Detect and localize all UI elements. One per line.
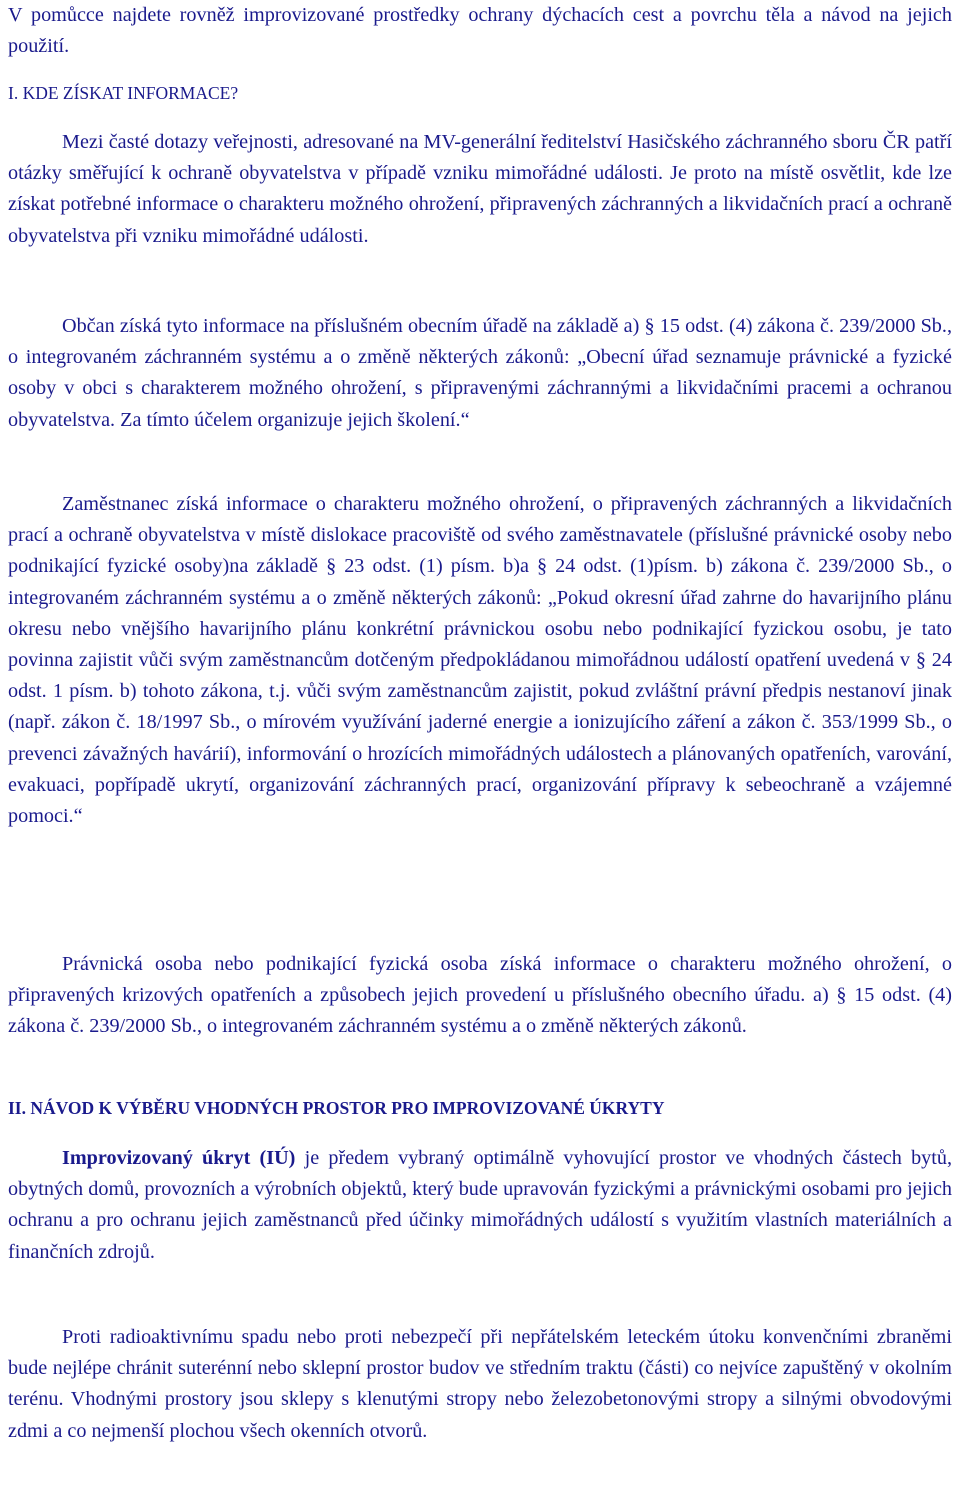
paragraph-improvised-shelter [8, 1143, 952, 1268]
intro-paragraph: V pomůcce najdete rovněž improvizované prostředky ochrany dýchacích cest a povrchu těla a návod na jejich použití. [8, 4, 952, 58]
paragraph-faq: Mezi časté dotazy veřejnosti, adresované na MV-generální ředitelství Hasičského záchranného sboru ČR patří otázky směřující k ochraně obyvatelstva v případě vzniku mimořádné události. Je proto na místě osvětlit, kde lze získat potřebné informace o charakteru možného ohrožení, připravených záchranných a likvidačních prací a ochraně obyvatelstva při vzniku mimořádné události. [8, 131, 952, 247]
paragraph-employee: Zaměstnanec získá informace o charakteru možného ohrožení, o připravených záchranných a likvidačních prací a ochraně obyvatelstva v místě dislokace pracoviště od svého zaměstnavatele (příslušné právnické osoby nebo podnikající fyzické osoby)na základě § 23 odst. (1) písm. b)a § 24 odst. (1)písm. b) zákona č. 239/2000 Sb., o integrovaném záchranném systému a o změně některých zákonů: „Pokud okresní úřad zahrne do havarijního plánu okresu nebo vnějšího havarijního plánu konkrétní právnickou osobu nebo podnikající fyzickou osobu, je tato povinna zajistit vůči svým zaměstnancům dotčeným předpokládanou mimořádnou událostí opatření uvedená v § 24 odst. 1 písm. b) tohoto zákona, t.j. vůči svým zaměstnancům zajistit, pokud zvláštní právní předpis nestanoví jinak (např. zákon č. 18/1997 Sb., o mírovém využívání jaderné energie a ionizujícího záření a zákon č. 353/1999 Sb., o prevenci závažných havárií), informování o hrozících mimořádných událostech a plánovaných opatřeních, varování, evakuaci, popřípadě ukrytí, organizování záchranných prací, organizování přípravy k sebeochraně a vzájemné pomoci.“ [8, 493, 952, 828]
paragraph-citizen: Občan získá tyto informace na příslušném obecním úřadě na základě a) § 15 odst. (4) zákona č. 239/2000 Sb., o integrovaném záchranném systému a o změně některých zákonů: „Obecní úřad seznamuje právnické a fyzické osoby v obci s charakterem možného ohrožení, s připravenými záchrannými a likvidačními pracemi a ochranou obyvatelstva. Za tímto účelem organizuje jejich školení.“ [8, 315, 952, 431]
term-improvised-shelter: Improvizovaný úkryt (IÚ) [62, 1147, 296, 1169]
paragraph-legal-entity: Právnická osoba nebo podnikající fyzická osoba získá informace o charakteru možného ohrožení, o připravených krizových opatřeních a způsobech jejich provedení u příslušného obecního úřadu. a) § 15 odst. (4) zákona č. 239/2000 Sb., o integrovaném záchranném systému a o změně některých zákonů. [8, 953, 952, 1038]
section2-heading: II. NÁVOD K VÝBĚRU VHODNÝCH PROSTOR PRO IMPROVIZOVANÉ ÚKRYTY [8, 1098, 665, 1118]
improvised-shelter-definition: je předem vybraný optimálně vyhovující prostor ve vhodných částech bytů, obytných domů, provozních a výrobních objektů, který bude upravován fyzickými a právnickými osobami pro jejich ochranu a pro ochranu jejich zaměstnanců před účinky mimořádných událostí s využitím vlastních materiálních a finančních zdrojů. [8, 1147, 953, 1263]
paragraph-radioactive-fallout: Proti radioaktivnímu spadu nebo proti nebezpečí při nepřátelském leteckém útoku konvenčními zbraněmi bude nejlépe chránit suterénní nebo sklepní prostor budov ve středním traktu (části) co nejvíce zapuštěný v okolním terénu. Vhodnými prostory jsou sklepy s klenutými stropy nebo železobetonovými stropy a silnými obvodovými zdmi a co nejmenší plochou všech okenních otvorů. [8, 1326, 952, 1442]
section1-heading: I. KDE ZÍSKAT INFORMACE? [8, 83, 239, 103]
